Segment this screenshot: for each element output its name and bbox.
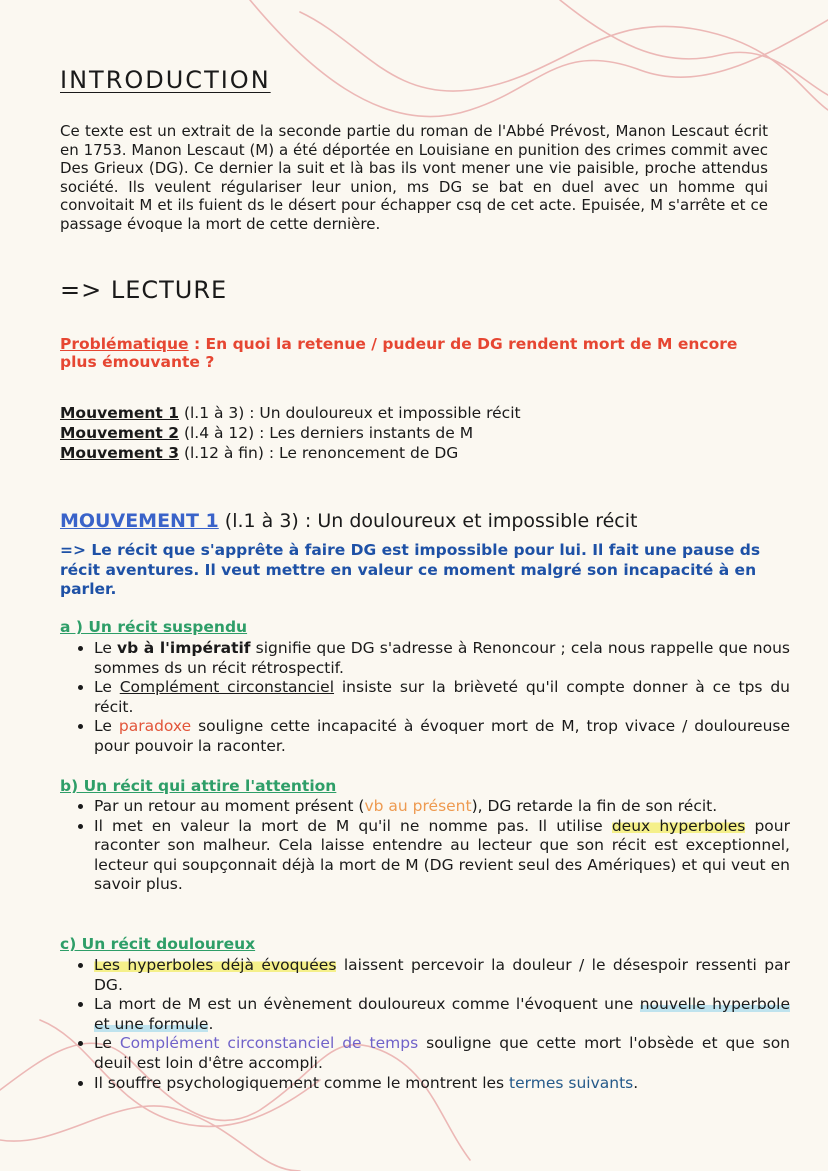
text: Il met en valeur la mort de M qu'il ne nomme pas. Il utilise: [94, 816, 612, 835]
text: .: [633, 1073, 639, 1092]
movement-text: (l.4 à 12) : Les derniers instants de M: [179, 424, 474, 442]
bullet-item: [94, 717, 790, 756]
text: La mort de M est un évènement douloureux comme l'évoquent une: [94, 995, 640, 1014]
section-a-title: a ) Un récit suspendu: [60, 618, 248, 636]
text: laissent percevoir la douleur / le désespoir ressenti par DG.: [94, 956, 790, 994]
movement-text: (l.1 à 3) : Un douloureux et impossible récit: [179, 404, 521, 422]
text: signifie que DG s'adresse à Renoncour ; cela nous rappelle que nous sommes ds un récit rétrospectif.: [94, 639, 791, 677]
introduction-heading: INTRODUCTION: [60, 66, 271, 94]
movement-1-label: MOUVEMENT 1: [60, 510, 219, 532]
swirl-bottom-2: [0, 1106, 300, 1171]
text: Le: [94, 639, 118, 657]
text: Le: [94, 678, 120, 697]
movement-label: Mouvement 1: [60, 404, 180, 422]
bullet-item: [94, 797, 790, 817]
bullet-item: [94, 817, 790, 895]
movement-item: [60, 403, 760, 423]
text: souligne cette incapacité à évoquer mort de M, trop vivace / douloureuse pour pouvoir la raconter.: [94, 717, 791, 755]
text: .: [208, 1014, 214, 1033]
text: insiste sur la brièveté qu'il compte donner à ce tps du récit.: [94, 678, 790, 716]
text: ), DG retarde la fin de son récit.: [471, 797, 718, 815]
purple-term: Complément circonstanciel de temps: [119, 1034, 419, 1053]
movement-label: Mouvement 2: [60, 424, 180, 442]
bullet-item: [94, 1034, 790, 1073]
movement-item: [60, 423, 760, 443]
movement-1-title: (l.1 à 3) : Un douloureux et impossible récit: [218, 510, 638, 532]
highlighted-term: deux hyperboles: [611, 816, 746, 835]
highlighted-term: nouvelle hyperbole et une formule: [94, 995, 790, 1033]
bullet-item: [94, 1074, 790, 1094]
text: Par un retour au moment présent (: [94, 797, 365, 815]
bullet-item: [94, 956, 790, 995]
navy-term: termes suivants: [509, 1073, 634, 1092]
bullet-item: [94, 995, 790, 1034]
text: souligne que cette mort l'obsède et que son deuil est loin d'être accompli.: [94, 1034, 790, 1072]
bullet-item: [94, 639, 790, 678]
bullet-item: [94, 678, 790, 717]
movement-text: (l.12 à fin) : Le renoncement de DG: [179, 444, 459, 462]
movement-1-lead: => Le récit que s'apprête à faire DG est impossible pour lui. Il fait une pause ds récit aventures. Il veut mettre en valeur ce moment malgré son incapacité à en parler.: [60, 541, 761, 598]
problematique-label: Problématique: [60, 335, 189, 353]
text: Il souffre psychologiquement comme le montrent les: [94, 1073, 510, 1092]
movement-1-heading: [60, 510, 637, 532]
problematique: [60, 335, 770, 371]
highlighted-term: Les hyperboles déjà évoquées: [94, 956, 337, 974]
section-b-title: b) Un récit qui attire l'attention: [60, 777, 337, 795]
orange-term: vb au présent: [364, 797, 472, 815]
text: pour raconter son malheur. Cela laisse entendre au lecteur que son récit est exceptionnel, lecteur qui soupçonnait déjà la mort de M (DG revient seul des Amériques) et qui veut en savoir plus.: [94, 816, 790, 894]
section-b-bullets: [72, 797, 790, 895]
movement-item: [60, 443, 760, 463]
text: Le: [94, 717, 119, 736]
underlined-term: Complément circonstanciel: [119, 678, 335, 697]
section-a-bullets: [72, 639, 790, 757]
section-c-title: c) Un récit douloureux: [60, 935, 256, 953]
section-c-bullets: [72, 956, 790, 1093]
introduction-paragraph: Ce texte est un extrait de la seconde partie du roman de l'Abbé Prévost, Manon Lescaut écrit en 1753. Manon Lescaut (M) a été déportée en Louisiane en punition des crimes commit avec Des Grieux (DG). Ce dernier la suit et là bas ils vont mener une vie paisible, proche attendus société. Ils veulent régulariser leur union, ms DG se bat en duel avec un homme qui convoitait M et ils fuient ds le désert pour échapper csq de cet acte. Epuisée, M s'arrête et ce passage évoque la mort de cette dernière.: [60, 122, 768, 233]
text: Le: [94, 1034, 120, 1053]
movement-label: Mouvement 3: [60, 444, 180, 462]
swirl-top-3: [560, 0, 828, 95]
red-term: paradoxe: [118, 717, 192, 736]
bold-term: vb à l'impératif: [117, 639, 251, 657]
swirl-top-2: [250, 0, 828, 117]
swirl-top-1: [300, 12, 828, 110]
problematique-text: : En quoi la retenue / pudeur de DG rendent mort de M encore plus émouvante ?: [60, 335, 738, 371]
movements-list: [60, 403, 760, 463]
lecture-heading: => LECTURE: [60, 276, 228, 304]
